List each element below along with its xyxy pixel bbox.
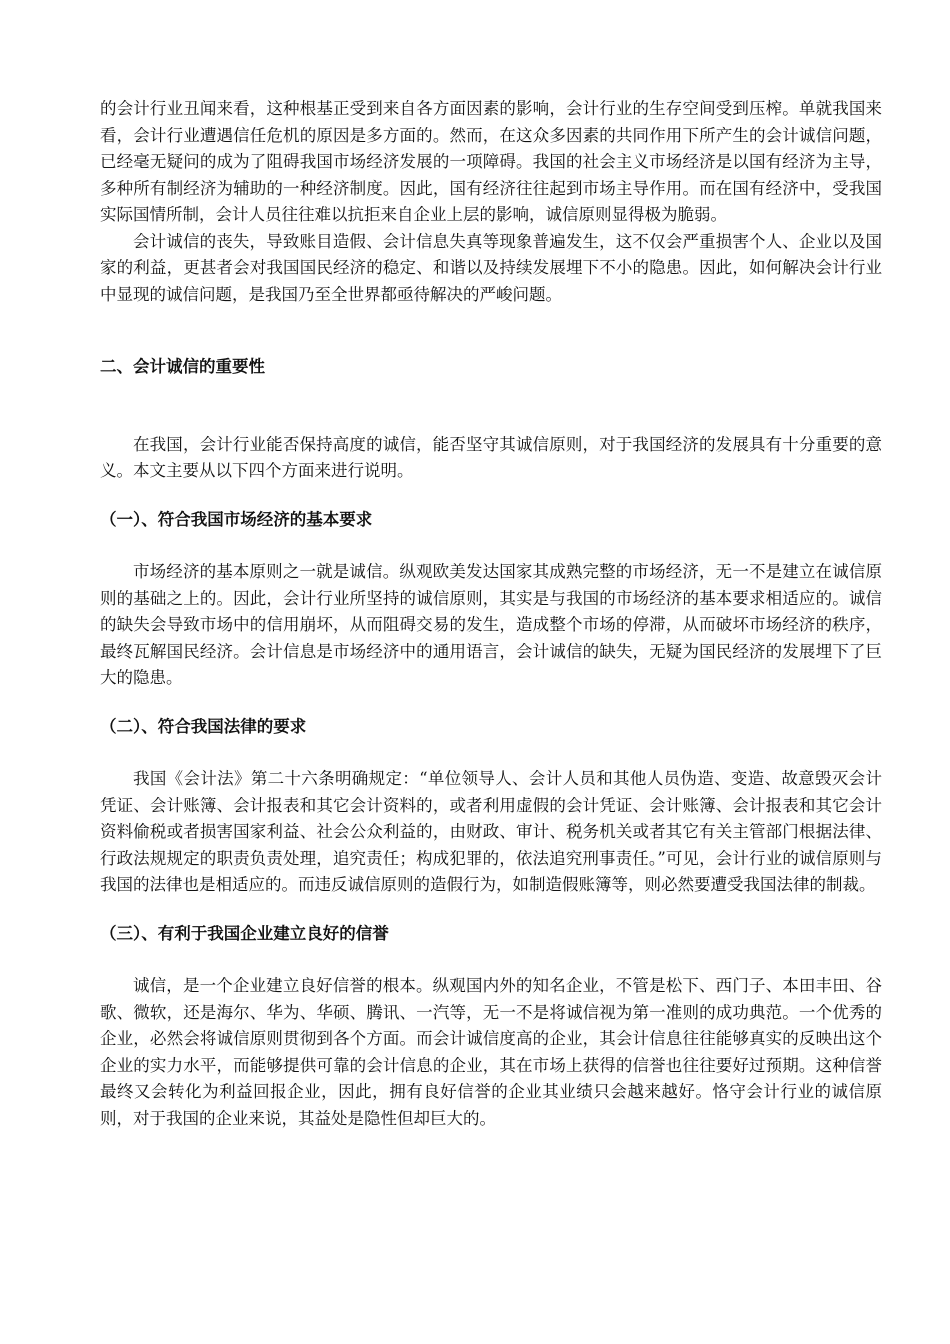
intro-paragraph-1: 的会计行业丑闻来看，这种根基正受到来自各方面因素的影响，会计行业的生存空间受到压榨。单就我国来看，会计行业遭遇信任危机的原因是多方面的。然而，在这众多因素的共同作用下所产生的会计诚信问题，已经毫无疑问的成为了阻碍我国市场经济发展的一项障碍。我国的社会主义市场经济是以国有经济为主导，多种所有制经济为辅助的一种经济制度。因此，国有经济往往起到市场主导作用。而在国有经济中，受我国实际国情所制，会计人员往往难以抗拒来自企业上层的影响，诚信原则显得极为脆弱。 <box>100 99 882 224</box>
subsection-2-heading: （二）、符合我国法律的要求 <box>100 716 307 736</box>
subsection-1-heading: （一）、符合我国市场经济的基本要求 <box>100 509 373 529</box>
intro-paragraph-2: 会计诚信的丧失，导致账目造假、会计信息失真等现象普遍发生，这不仅会严重损害个人、企业以及国家的利益，更甚者会对我国国民经济的稳定、和谐以及持续发展埋下不小的隐患。因此，如何解决会计行业中显现的诚信问题，是我国乃至全世界都亟待解决的严峻问题。 <box>100 231 882 304</box>
subsection-2-paragraph: 我国《会计法》第二十六条明确规定：“单位领导人、会计人员和其他人员伪造、变造、故意毁灭会计凭证、会计账簿、会计报表和其它会计资料的，或者利用虚假的会计凭证、会计账簿、会计报表和其它会计资料偷税或者损害国家利益、社会公众利益的，由财政、审计、税务机关或者其它有关主管部门根据法律、行政法规规定的职责负责处理，追究责任；构成犯罪的，依法追究刑事责任。”可见，会计行业的诚信原则与我国的法律也是相适应的。而违反诚信原则的造假行为，如制造假账簿等，则必然要遭受我国法律的制裁。 <box>100 769 882 894</box>
section-2-heading: 二、会计诚信的重要性 <box>100 357 265 376</box>
section-2-intro-paragraph: 在我国，会计行业能否保持高度的诚信，能否坚守其诚信原则，对于我国经济的发展具有十分重要的意义。本文主要从以下四个方面来进行说明。 <box>100 434 882 480</box>
subsection-3-paragraph: 诚信，是一个企业建立良好信誉的根本。纵观国内外的知名企业，不管是松下、西门子、本田丰田、谷歌、微软，还是海尔、华为、华硕、腾讯、一汽等，无一不是将诚信视为第一准则的成功典范。一个优秀的企业，必然会将诚信原则贯彻到各个方面。而会计诚信度高的企业，其会计信息往往能够真实的反映出这个企业的实力水平，而能够提供可靠的会计信息的企业，其在市场上获得的信誉也往往要好过预期。这种信誉最终又会转化为利益回报企业，因此，拥有良好信誉的企业其业绩只会越来越好。恪守会计行业的诚信原则，对于我国的企业来说，其益处是隐性但却巨大的。 <box>100 976 882 1128</box>
subsection-1-paragraph: 市场经济的基本原则之一就是诚信。纵观欧美发达国家其成熟完整的市场经济，无一不是建立在诚信原则的基础之上的。因此，会计行业所坚持的诚信原则，其实是与我国的市场经济的基本要求相适应的。诚信的缺失会导致市场中的信用崩坏，从而阻碍交易的发生，造成整个市场的停滞，从而破坏市场经济的秩序，最终瓦解国民经济。会计信息是市场经济中的通用语言，会计诚信的缺失，无疑为国民经济的发展埋下了巨大的隐患。 <box>100 562 882 687</box>
document-page <box>100 96 882 1132</box>
subsection-3-heading: （三）、有利于我国企业建立良好的信誉 <box>100 923 389 943</box>
